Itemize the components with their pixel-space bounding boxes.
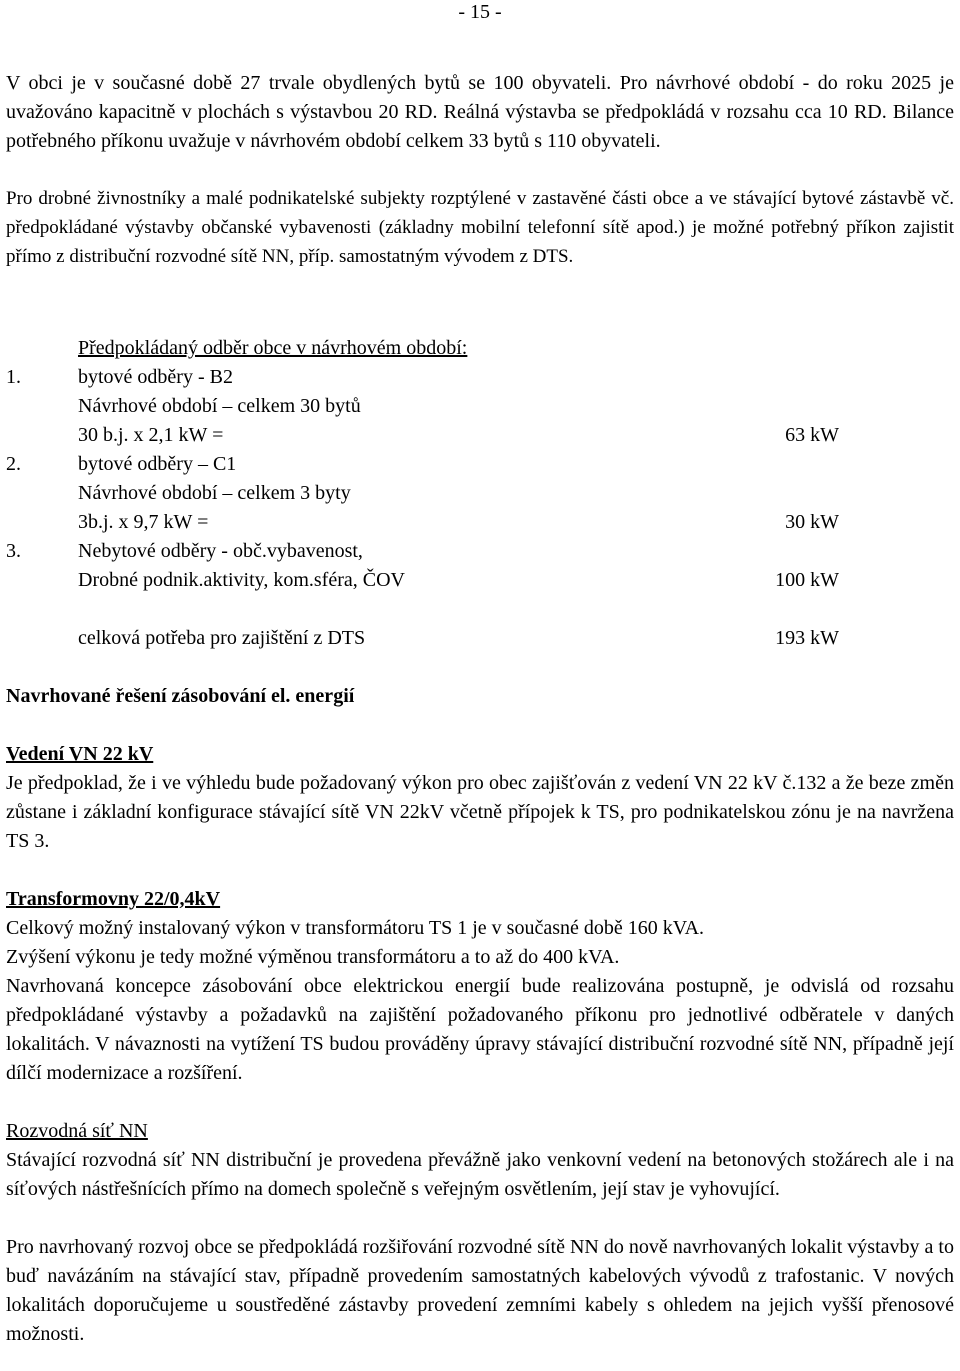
transformers-paragraph: Navrhovaná koncepce zásobování obce elektrickou energií bude realizována postupně, je odvislá od rozsahu předpokládané výstavby a požadavků na zajištění požadovaného příkonu pro jednotlivé odběratele v daných lokalitách. V návaznosti na vytížení TS budou prováděny úpravy stávající distribuční rozvodné sítě NN, případně její dílčí modernizace a rozšíření.: [6, 975, 954, 1084]
demand-total-value: 193 kW: [775, 627, 839, 649]
demand-item-3-line-1: Nebytové odběry - obč.vybavenost,: [78, 540, 363, 562]
demand-item-2-line-2: Návrhové období – celkem 3 byty: [78, 482, 351, 504]
demand-item-1-line-2: Návrhové období – celkem 30 bytů: [78, 395, 361, 417]
demand-title: Předpokládaný odběr obce v návrhovém období:: [78, 337, 468, 359]
demand-item-1-line-3: 30 b.j. x 2,1 kW =: [78, 424, 224, 446]
nn-heading: Rozvodná síť NN: [6, 1120, 148, 1142]
intro-paragraph-1: V obci je v současné době 27 trvale obydlených bytů se 100 obyvateli. Pro návrhové období - do roku 2025 je uvažováno kapacitně v plochách s výstavbou 20 RD. Reálná výstavba se předpokládá v rozsahu cca 10 RD. Bilance potřebného příkonu uvažuje v návrhovém období celkem 33 bytů s 110 obyvateli.: [6, 72, 954, 152]
transformers-heading: Transformovny 22/0,4kV: [6, 888, 221, 910]
demand-item-1-number: 1.: [6, 366, 21, 388]
transformers-line-2: Zvýšení výkonu je tedy možné výměnou transformátoru a to až do 400 kVA.: [6, 946, 620, 968]
vn-heading: Vedení VN 22 kV: [6, 743, 154, 765]
demand-item-2-value: 30 kW: [785, 511, 839, 533]
demand-item-2-line-1: bytové odběry – C1: [78, 453, 237, 475]
demand-item-3-line-2: Drobné podnik.aktivity, kom.sféra, ČOV: [78, 569, 405, 591]
vn-paragraph: Je předpoklad, že i ve výhledu bude požadovaný výkon pro obec zajišťován z vedení VN 22 kV č.132 a že beze změn zůstane i základní konfigurace stávající sítě VN 22kV včetně přípojek k TS, pro podnikatelskou zónu je na navržena TS 3.: [6, 772, 954, 852]
intro-paragraph-2: Pro drobné živnostníky a malé podnikatelské subjekty rozptýlené v zastavěné části obce a ve stávající bytové zástavbě vč. předpokládané výstavby občanské vybavenosti (základny mobilní telefonní sítě apod.) je možné potřebný příkon zajistit přímo z distribuční rozvodné sítě NN, příp. samostatným vývodem z DTS.: [6, 188, 954, 267]
nn-paragraph-1: Stávající rozvodná síť NN distribuční je provedena převážně jako venkovní vedení na betonových stožárech ale i na síťových nástřešnících přímo na domech společně s veřejným osvětlením, její stav je vyhovující.: [6, 1149, 954, 1200]
nn-paragraph-2: Pro navrhovaný rozvoj obce se předpokládá rozšiřování rozvodné sítě NN do nově navrhovaných lokalit výstavby a to buď navázáním na stávající stav, případně provedením samostatných kabelových vývodů z trafostanic. V nových lokalitách doporučujeme u soustředěné zástavby provedení zemními kabely s ohledem na jejich vyšší přenosové možnosti.: [6, 1236, 954, 1345]
demand-item-2-line-3: 3b.j. x 9,7 kW =: [78, 511, 209, 533]
demand-total-label: celková potřeba pro zajištění z DTS: [78, 627, 366, 649]
demand-item-2-number: 2.: [6, 453, 21, 475]
solution-heading: Navrhované řešení zásobování el. energií: [6, 685, 355, 707]
demand-item-1-value: 63 kW: [785, 424, 839, 446]
demand-item-3-value: 100 kW: [775, 569, 839, 591]
page-number: - 15 -: [458, 1, 502, 23]
demand-item-3-number: 3.: [6, 540, 21, 562]
demand-item-1-line-1: bytové odběry - B2: [78, 366, 233, 388]
transformers-line-1: Celkový možný instalovaný výkon v transformátoru TS 1 je v současné době 160 kVA.: [6, 917, 705, 939]
